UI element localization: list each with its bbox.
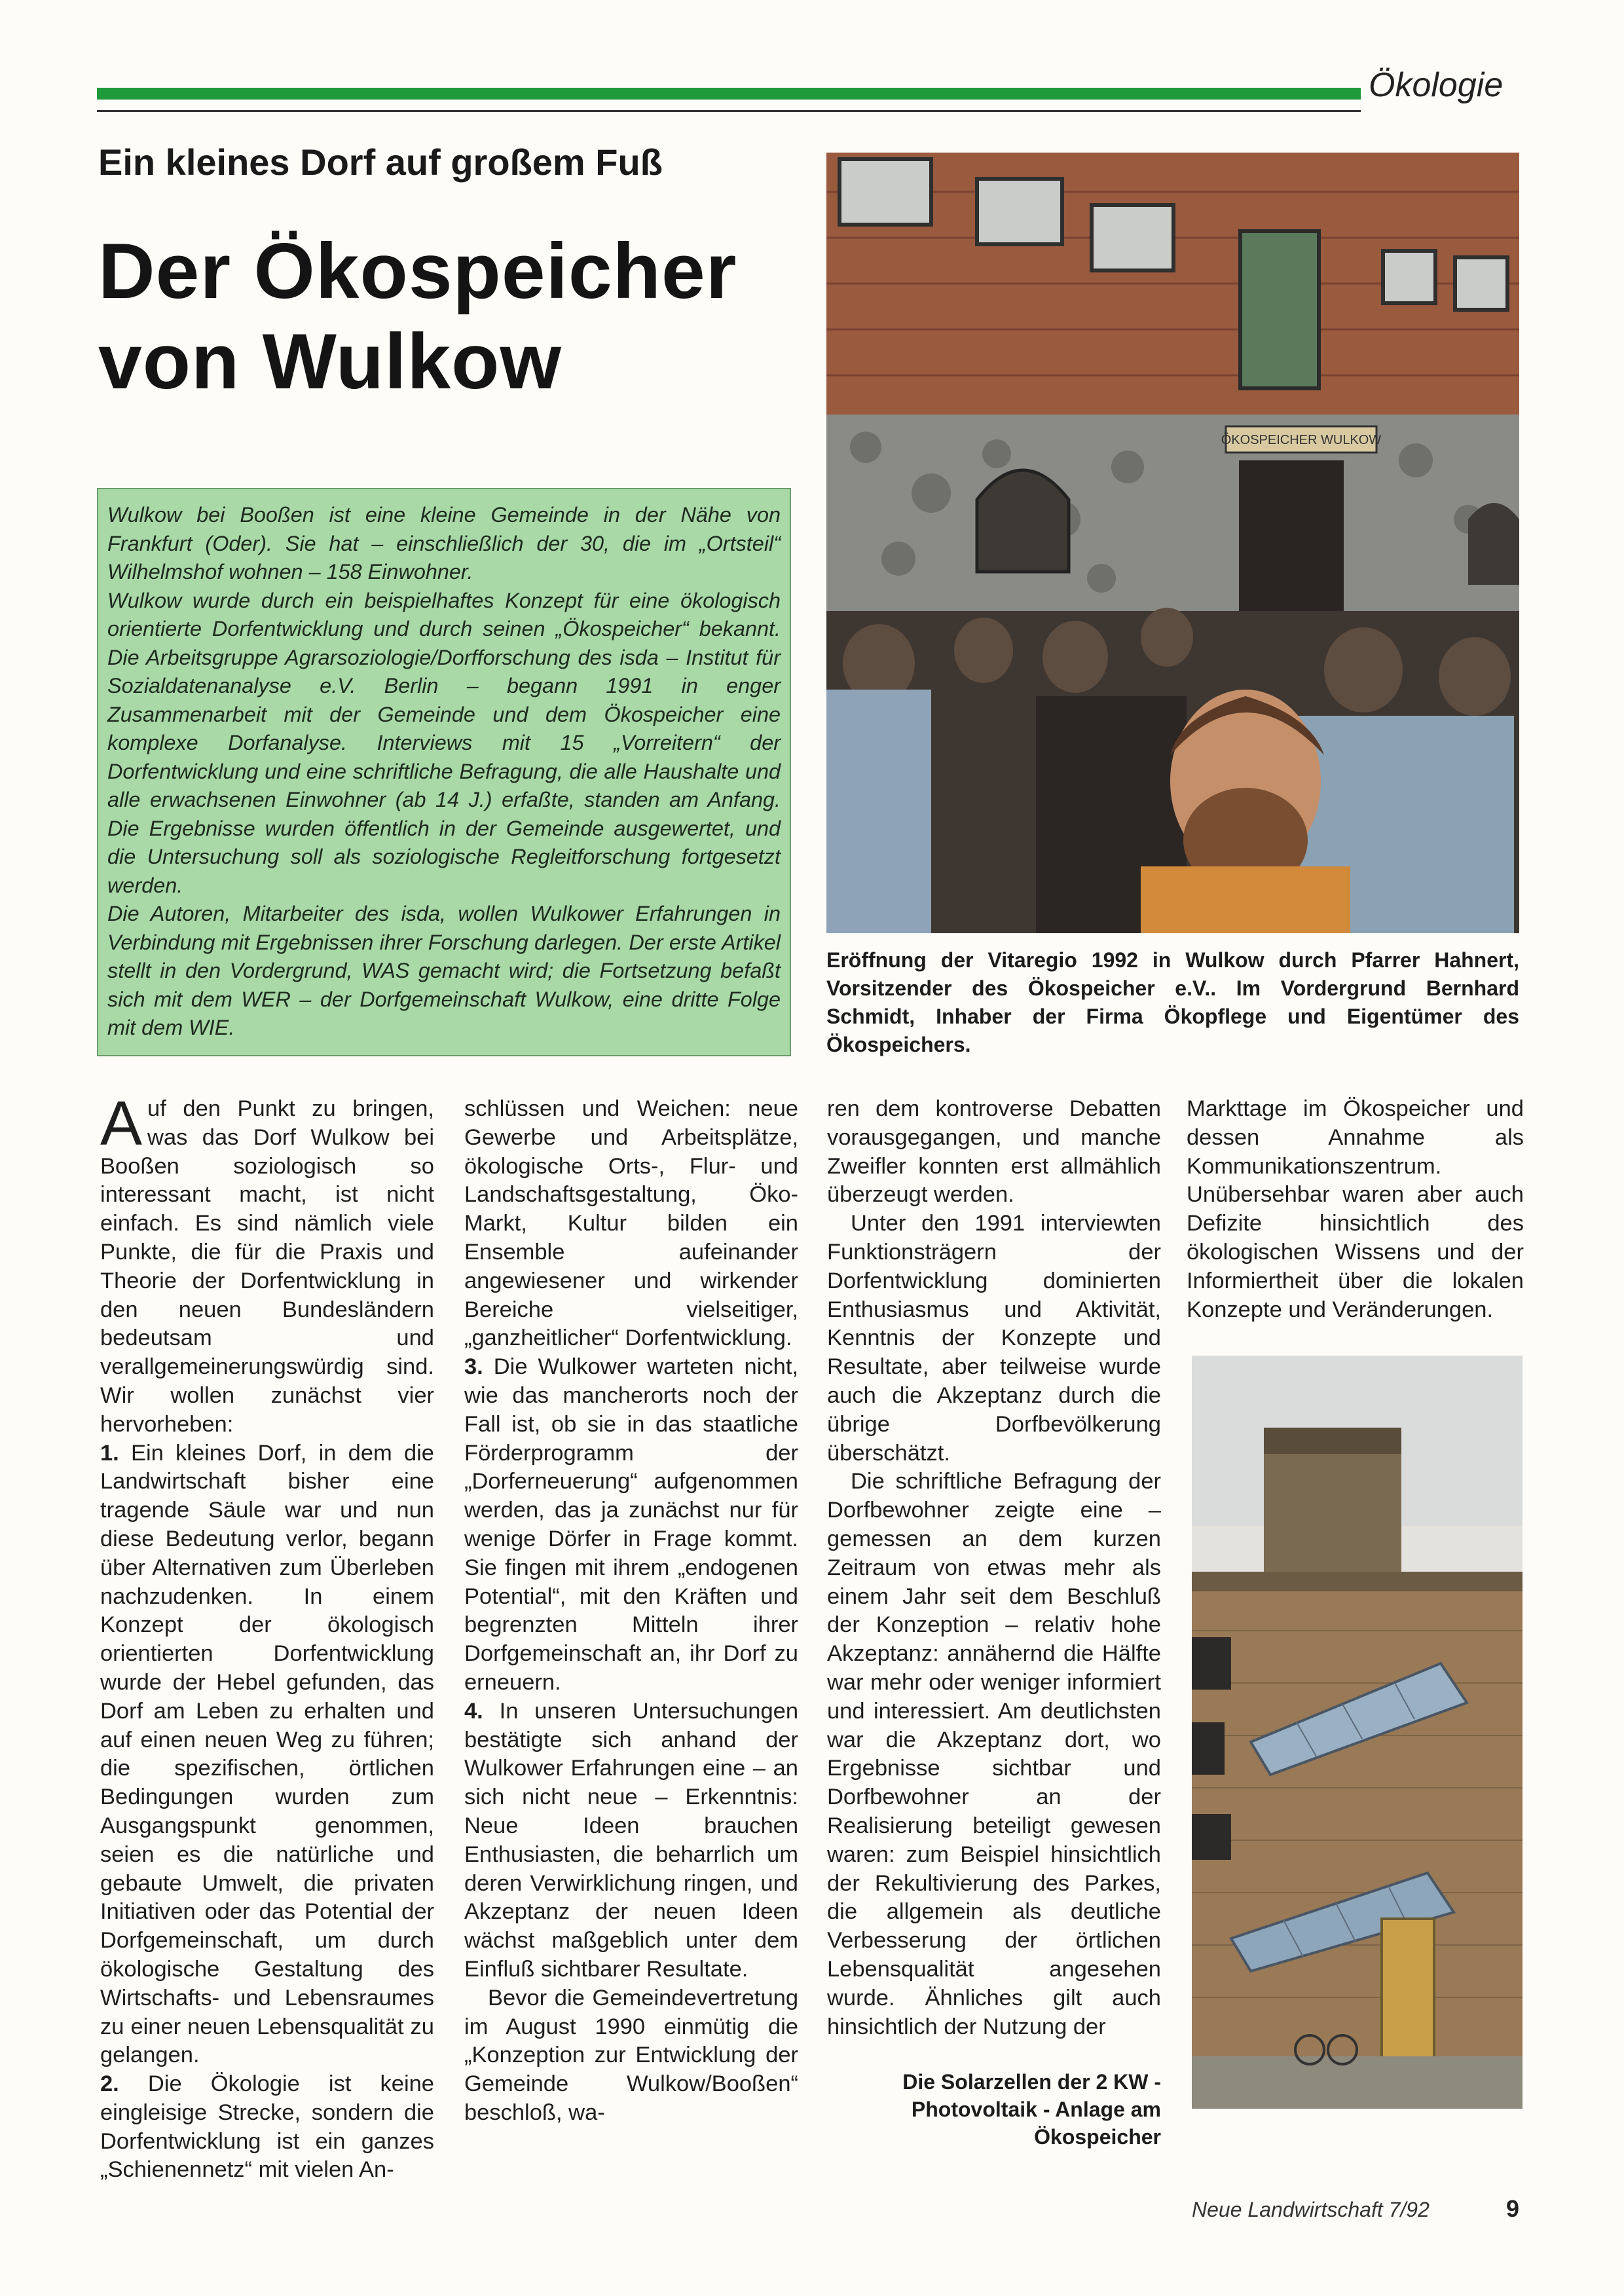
lead-paragraph: Wulkow bei Booßen ist eine kleine Gemeinde in der Nähe von Frankfurt (Oder). Sie hat – einschließlich der 30, die im „Ortsteil“ Wilhelmshof wohnen – 158 Einwohner.	[107, 503, 781, 583]
body-paragraph: Unter den 1991 interviewten Funktionsträgern der Dorfentwicklung dominierten Enthusiasmus und Aktivität, Kenntnis der Konzepte und Resultate, aber teilweise wurde auch die Akzeptanz durch die übrige Dorfbevölkerung überschätzt.	[827, 1211, 1161, 1466]
body-paragraph: Die schriftliche Befragung der Dorfbewohner zeigte eine – gemessen an dem kurzen Zeitraum von etwas mehr als einem Jahr seit dem Beschluß der Konzeption – relativ hohe Akzeptanz: annähernd die Hälfte war mehr oder weniger informiert und interessiert. Am deutlichsten war die Akzeptanz dort, wo Ergebnisse sichtbar und Dorfbewohner an der Realisierung beteiligt gewesen waren: zum Beispiel hinsichtlich der Rekultivierung des Parkes, die allgemein als deutliche Verbesserung der örtlichen Lebensqualität angesehen wurde. Ähnliches gilt auch hinsichtlich der Nutzung der	[827, 1469, 1161, 2039]
lead-box	[97, 488, 791, 1056]
point-2: 2. Die Ökologie ist keine eingleisige Strecke, sondern die Dorfentwicklung ist ein ganzes „Schienennetz“ mit vielen An-	[100, 2071, 434, 2183]
body-paragraph: ren dem kontroverse Debatten vorausgegangen, und manche Zweifler konnten erst allmählich überzeugt werden.	[827, 1096, 1161, 1208]
publication-footer: Neue Landwirtschaft 7/92	[1192, 2198, 1430, 2221]
body-column-2	[464, 1095, 798, 2128]
article-kicker: Ein kleines Dorf auf großem Fuß	[98, 141, 663, 183]
photo-solar-tower	[1192, 1356, 1522, 2109]
header-green-bar	[97, 88, 1361, 100]
article-title	[98, 226, 832, 407]
page-number: 9	[1506, 2195, 1520, 2222]
point-1: 1. Ein kleines Dorf, in dem die Landwirtschaft bisher eine tragende Säule war und nun diese Bedeutung verlor, begann über Alternativen zum Überleben nachzudenken. In einem Konzept der ökologisch orientierten Dorfentwicklung wurde der Hebel gefunden, das Dorf am Leben zu erhalten und auf einen neuen Weg zu führen; die spezifischen, örtlichen Bedingungen wurden zum Ausgangspunkt genommen, seien es die natürliche und gebaute Umwelt, die privaten Initiativen oder das Potential der Dorfgemeinschaft, um durch ökologische Gestaltung des Wirtschafts- und Lebensraumes zu einer neuen Lebensqualität zu gelangen.	[100, 1440, 434, 2068]
photo2-caption: Die Solarzellen der 2 KW - Photovoltaik - Anlage am Ökospeicher	[902, 2070, 1161, 2149]
photo1-caption: Eröffnung der Vitaregio 1992 in Wulkow durch Pfarrer Hahnert, Vorsitzender des Ökospeicher e.V.. Im Vordergrund Bernhard Schmidt, Inhaber der Firma Ökopflege und Eigentümer des Ökospeichers.	[826, 948, 1519, 1056]
body-paragraph: Markttage im Ökospeicher und dessen Annahme als Kommunikationszentrum. Unübersehbar waren aber auch Defizite hinsichtlich des ökologischen Wissens und der Informiertheit über die lokalen Konzepte und Veränderungen.	[1187, 1096, 1524, 1322]
header-rule	[97, 110, 1361, 112]
point-2-continued: schlüssen und Weichen: neue Gewerbe und Arbeitsplätze, ökologische Orts-, Flur- und Landschaftsgestaltung, Öko-Markt, Kultur bilden ein Ensemble aufeinander angewiesener und wirkender Bereiche vielseitiger, „ganzheitlicher“ Dorfentwicklung.	[464, 1096, 798, 1351]
point-4: 4. In unseren Untersuchungen bestätigte sich anhand der Wulkower Erfahrungen eine – an sich nicht neue – Erkenntnis: Neue Ideen brauchen Enthusiasten, die beharrlich um deren Verwirklichung ringen, und Akzeptanz der neuen Ideen wächst maßgeblich unter dem Einfluß sichtbarer Resultate.	[464, 1698, 799, 1982]
section-label: Ökologie	[1369, 66, 1504, 104]
body-paragraph: Bevor die Gemeindevertretung im August 1990 einmütig die „Konzeption zur Entwicklung der Gemeinde Wulkow/Booßen“ beschloß, wa-	[464, 1985, 798, 2125]
photo-opening-crowd	[826, 153, 1519, 933]
body-column-3	[827, 1095, 1161, 2041]
drop-cap: A	[100, 1088, 143, 1158]
lead-paragraph: Wulkow wurde durch ein beispielhaftes Konzept für eine ökologisch orientierte Dorfentwicklung und durch seinen „Ökospeicher“ bekannt. Die Arbeitsgruppe Agrarsoziologie/Dorfforschung des isda – Institut für Sozialdatenanalyse e.V. Berlin – begann 1991 in enger Zusammenarbeit mit der Gemeinde und dem Ökospeicher eine komplexe Dorfanalyse. Interviews mit 15 „Vorreitern“ der Dorfentwicklung und eine schriftliche Befragung, die alle Haushalte und alle erwachsenen Einwohner (ab 14 J.) erfaßte, standen am Anfang. Die Ergebnisse wurden öffentlich in der Gemeinde ausgewertet, und die Untersuchung soll als soziologische Regleitforschung fortgesetzt werden.	[107, 588, 781, 897]
title-line-2: von Wulkow	[98, 318, 562, 405]
body-column-4	[1187, 1095, 1524, 1324]
intro-paragraph: Auf den Punkt zu bringen, was das Dorf Wulkow bei Booßen soziologisch so interessant macht, ist nicht einfach. Es sind nämlich viele Punkte, die für die Praxis und Theorie der Dorfentwicklung in den neuen Bundesländern bedeutsam und verallgemeinerungswürdig sind. Wir wollen zunächst vier hervorheben:	[100, 1088, 434, 1437]
body-column-1	[100, 1088, 434, 2185]
point-3: 3. Die Wulkower warteten nicht, wie das mancherorts noch der Fall ist, ob sie in das staatliche Förderprogramm der „Dorferneuerung“ aufgenommen werden, das ja zunächst nur für wenige Dörfer in Frage kommt. Sie fingen mit ihrem „endogenen Potential“, mit den Kräften und begrenzten Mitteln ihrer Dorfgemeinschaft an, ihr Dorf zu erneuern.	[464, 1354, 798, 1695]
title-line-1: Der Ökospeicher	[98, 227, 737, 315]
lead-paragraph: Die Autoren, Mitarbeiter des isda, wollen Wulkower Erfahrungen in Verbindung mit Ergebnissen ihrer Forschung darlegen. Der erste Artikel stellt in den Vordergrund, WAS gemacht wird; die Fortsetzung befaßt sich mit dem WER – der Dorfgemeinschaft Wulkow, eine dritte Folge mit dem WIE.	[107, 902, 781, 1039]
building-sign: ÖKOSPEICHER WULKOW	[1221, 433, 1382, 447]
